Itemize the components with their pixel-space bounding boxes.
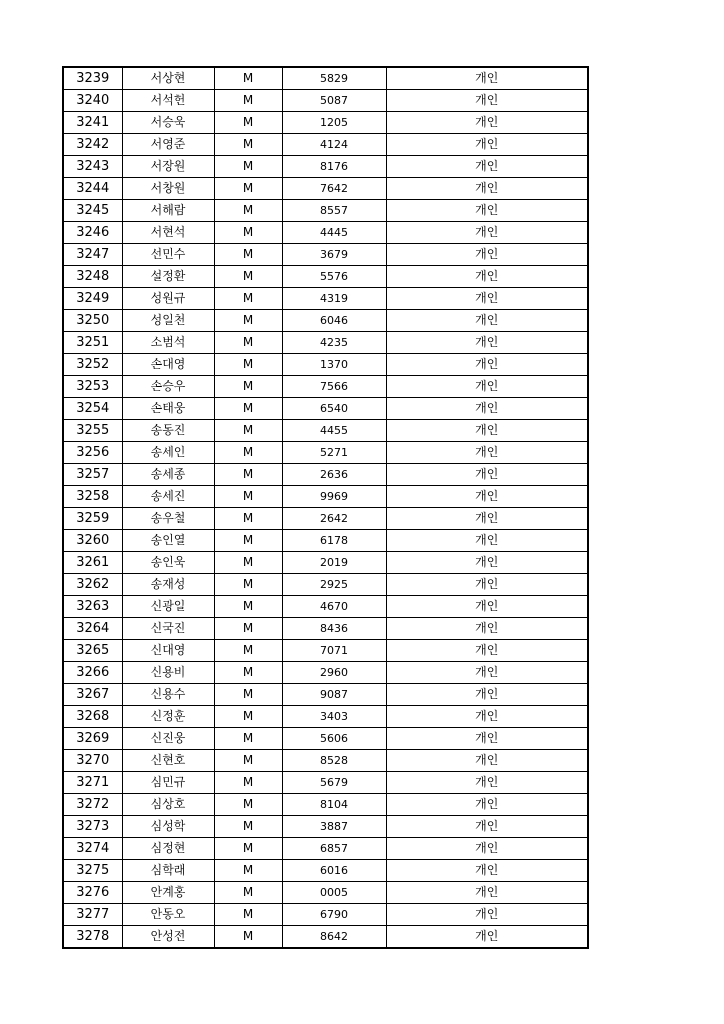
table-row [63,376,588,398]
cell-type: 개인 [386,398,588,420]
cell-gender: M [214,90,282,112]
cell-gender: M [214,376,282,398]
table-row [63,794,588,816]
cell-number: 3256 [63,442,122,464]
cell-name: 송인욱 [122,552,214,574]
cell-code: 5576 [282,266,386,288]
cell-type: 개인 [386,134,588,156]
cell-type: 개인 [386,904,588,926]
cell-name: 손승우 [122,376,214,398]
cell-type: 개인 [386,90,588,112]
table-row [63,156,588,178]
cell-name: 안계홍 [122,882,214,904]
cell-code: 8176 [282,156,386,178]
cell-number: 3243 [63,156,122,178]
table-row [63,266,588,288]
table-row [63,288,588,310]
cell-number: 3252 [63,354,122,376]
cell-name: 송세종 [122,464,214,486]
cell-number: 3263 [63,596,122,618]
cell-type: 개인 [386,882,588,904]
cell-code: 3403 [282,706,386,728]
cell-number: 3273 [63,816,122,838]
cell-type: 개인 [386,574,588,596]
cell-name: 신진웅 [122,728,214,750]
cell-type: 개인 [386,750,588,772]
cell-number: 3241 [63,112,122,134]
cell-number: 3260 [63,530,122,552]
cell-number: 3266 [63,662,122,684]
cell-gender: M [214,926,282,949]
table-row [63,134,588,156]
table-row [63,508,588,530]
cell-code: 6178 [282,530,386,552]
cell-gender: M [214,156,282,178]
cell-type: 개인 [386,728,588,750]
table-row [63,200,588,222]
cell-type: 개인 [386,464,588,486]
table-row [63,178,588,200]
cell-number: 3239 [63,67,122,90]
cell-number: 3248 [63,266,122,288]
cell-name: 송우철 [122,508,214,530]
cell-code: 2019 [282,552,386,574]
cell-code: 5087 [282,90,386,112]
cell-gender: M [214,706,282,728]
table-row [63,354,588,376]
cell-name: 송세진 [122,486,214,508]
cell-gender: M [214,860,282,882]
cell-gender: M [214,420,282,442]
cell-code: 7071 [282,640,386,662]
cell-number: 3247 [63,244,122,266]
table-row [63,574,588,596]
cell-type: 개인 [386,706,588,728]
cell-code: 8104 [282,794,386,816]
cell-gender: M [214,244,282,266]
cell-code: 2636 [282,464,386,486]
cell-number: 3246 [63,222,122,244]
cell-number: 3271 [63,772,122,794]
cell-number: 3259 [63,508,122,530]
cell-gender: M [214,67,282,90]
cell-type: 개인 [386,926,588,949]
cell-gender: M [214,112,282,134]
cell-type: 개인 [386,266,588,288]
table-row [63,442,588,464]
cell-gender: M [214,222,282,244]
cell-code: 1205 [282,112,386,134]
cell-type: 개인 [386,67,588,90]
cell-number: 3277 [63,904,122,926]
cell-name: 서석헌 [122,90,214,112]
table-row [63,596,588,618]
cell-gender: M [214,552,282,574]
cell-type: 개인 [386,420,588,442]
cell-type: 개인 [386,816,588,838]
cell-gender: M [214,508,282,530]
cell-name: 안성전 [122,926,214,949]
cell-type: 개인 [386,618,588,640]
cell-name: 송세인 [122,442,214,464]
cell-number: 3278 [63,926,122,949]
cell-name: 신광일 [122,596,214,618]
table-row [63,486,588,508]
table-row [63,926,588,949]
cell-code: 8528 [282,750,386,772]
cell-number: 3276 [63,882,122,904]
table-row [63,860,588,882]
cell-type: 개인 [386,596,588,618]
cell-name: 심학래 [122,860,214,882]
cell-type: 개인 [386,332,588,354]
cell-gender: M [214,640,282,662]
cell-type: 개인 [386,178,588,200]
table-row [63,838,588,860]
cell-code: 8642 [282,926,386,949]
cell-code: 4455 [282,420,386,442]
cell-number: 3265 [63,640,122,662]
cell-code: 8436 [282,618,386,640]
cell-name: 송인열 [122,530,214,552]
cell-type: 개인 [386,838,588,860]
cell-gender: M [214,310,282,332]
cell-gender: M [214,728,282,750]
table-row [63,618,588,640]
cell-code: 8557 [282,200,386,222]
cell-type: 개인 [386,530,588,552]
cell-name: 서창원 [122,178,214,200]
table-row [63,420,588,442]
cell-name: 심민규 [122,772,214,794]
cell-type: 개인 [386,794,588,816]
cell-number: 3267 [63,684,122,706]
cell-code: 7642 [282,178,386,200]
cell-code: 4124 [282,134,386,156]
cell-code: 5606 [282,728,386,750]
cell-code: 5271 [282,442,386,464]
cell-gender: M [214,794,282,816]
cell-number: 3249 [63,288,122,310]
cell-type: 개인 [386,222,588,244]
cell-gender: M [214,772,282,794]
cell-number: 3268 [63,706,122,728]
cell-gender: M [214,442,282,464]
cell-type: 개인 [386,200,588,222]
cell-gender: M [214,684,282,706]
cell-gender: M [214,816,282,838]
cell-name: 신정훈 [122,706,214,728]
table-row [63,67,588,90]
cell-number: 3272 [63,794,122,816]
table-row [63,244,588,266]
cell-name: 심정현 [122,838,214,860]
cell-name: 서해람 [122,200,214,222]
table-row [63,706,588,728]
cell-number: 3269 [63,728,122,750]
cell-name: 서장원 [122,156,214,178]
cell-type: 개인 [386,288,588,310]
cell-type: 개인 [386,442,588,464]
cell-code: 2642 [282,508,386,530]
table-row [63,772,588,794]
cell-gender: M [214,904,282,926]
cell-gender: M [214,354,282,376]
cell-code: 9969 [282,486,386,508]
cell-gender: M [214,178,282,200]
cell-gender: M [214,288,282,310]
cell-number: 3254 [63,398,122,420]
table-row [63,750,588,772]
cell-code: 4319 [282,288,386,310]
cell-gender: M [214,618,282,640]
cell-name: 송재성 [122,574,214,596]
table-row [63,728,588,750]
table-row [63,684,588,706]
cell-number: 3262 [63,574,122,596]
cell-type: 개인 [386,662,588,684]
cell-name: 신현호 [122,750,214,772]
cell-gender: M [214,200,282,222]
table-row [63,530,588,552]
cell-code: 6790 [282,904,386,926]
cell-gender: M [214,838,282,860]
cell-type: 개인 [386,552,588,574]
roster-table [62,66,589,949]
table-row [63,552,588,574]
cell-name: 신용수 [122,684,214,706]
cell-number: 3275 [63,860,122,882]
cell-number: 3270 [63,750,122,772]
table-row [63,816,588,838]
cell-type: 개인 [386,640,588,662]
cell-name: 소범석 [122,332,214,354]
cell-type: 개인 [386,354,588,376]
cell-name: 성원규 [122,288,214,310]
cell-type: 개인 [386,376,588,398]
cell-number: 3244 [63,178,122,200]
cell-code: 3887 [282,816,386,838]
cell-number: 3245 [63,200,122,222]
cell-code: 4670 [282,596,386,618]
cell-name: 서현석 [122,222,214,244]
cell-code: 6016 [282,860,386,882]
cell-gender: M [214,530,282,552]
cell-name: 심성학 [122,816,214,838]
cell-code: 5829 [282,67,386,90]
cell-code: 0005 [282,882,386,904]
cell-code: 3679 [282,244,386,266]
cell-type: 개인 [386,486,588,508]
cell-name: 손대영 [122,354,214,376]
cell-number: 3251 [63,332,122,354]
cell-type: 개인 [386,772,588,794]
cell-gender: M [214,750,282,772]
cell-number: 3250 [63,310,122,332]
table-row [63,90,588,112]
cell-name: 성일천 [122,310,214,332]
cell-gender: M [214,266,282,288]
cell-gender: M [214,398,282,420]
cell-gender: M [214,662,282,684]
table-row [63,112,588,134]
table-row [63,882,588,904]
cell-number: 3240 [63,90,122,112]
table-row [63,904,588,926]
cell-name: 안동오 [122,904,214,926]
cell-number: 3253 [63,376,122,398]
cell-name: 신용비 [122,662,214,684]
cell-code: 5679 [282,772,386,794]
cell-code: 2925 [282,574,386,596]
table-row [63,398,588,420]
cell-gender: M [214,464,282,486]
cell-code: 6857 [282,838,386,860]
cell-type: 개인 [386,156,588,178]
cell-code: 4445 [282,222,386,244]
cell-number: 3261 [63,552,122,574]
cell-gender: M [214,574,282,596]
cell-type: 개인 [386,860,588,882]
cell-code: 9087 [282,684,386,706]
cell-number: 3274 [63,838,122,860]
table-row [63,464,588,486]
cell-code: 7566 [282,376,386,398]
table-row [63,310,588,332]
table-row [63,662,588,684]
cell-code: 6046 [282,310,386,332]
cell-name: 선민수 [122,244,214,266]
cell-number: 3255 [63,420,122,442]
cell-number: 3242 [63,134,122,156]
cell-gender: M [214,596,282,618]
cell-number: 3257 [63,464,122,486]
cell-name: 서상현 [122,67,214,90]
table-row [63,222,588,244]
cell-gender: M [214,486,282,508]
cell-name: 설정환 [122,266,214,288]
cell-number: 3258 [63,486,122,508]
cell-type: 개인 [386,244,588,266]
cell-gender: M [214,882,282,904]
cell-name: 심상호 [122,794,214,816]
cell-code: 6540 [282,398,386,420]
cell-code: 2960 [282,662,386,684]
table-row [63,332,588,354]
cell-name: 서영준 [122,134,214,156]
cell-type: 개인 [386,310,588,332]
cell-name: 손태웅 [122,398,214,420]
cell-type: 개인 [386,112,588,134]
cell-type: 개인 [386,508,588,530]
cell-gender: M [214,332,282,354]
table-row [63,640,588,662]
cell-name: 서승욱 [122,112,214,134]
cell-code: 4235 [282,332,386,354]
cell-type: 개인 [386,684,588,706]
cell-code: 1370 [282,354,386,376]
cell-name: 송동진 [122,420,214,442]
cell-name: 신국진 [122,618,214,640]
cell-gender: M [214,134,282,156]
roster-body [63,67,588,948]
cell-name: 신대영 [122,640,214,662]
cell-number: 3264 [63,618,122,640]
